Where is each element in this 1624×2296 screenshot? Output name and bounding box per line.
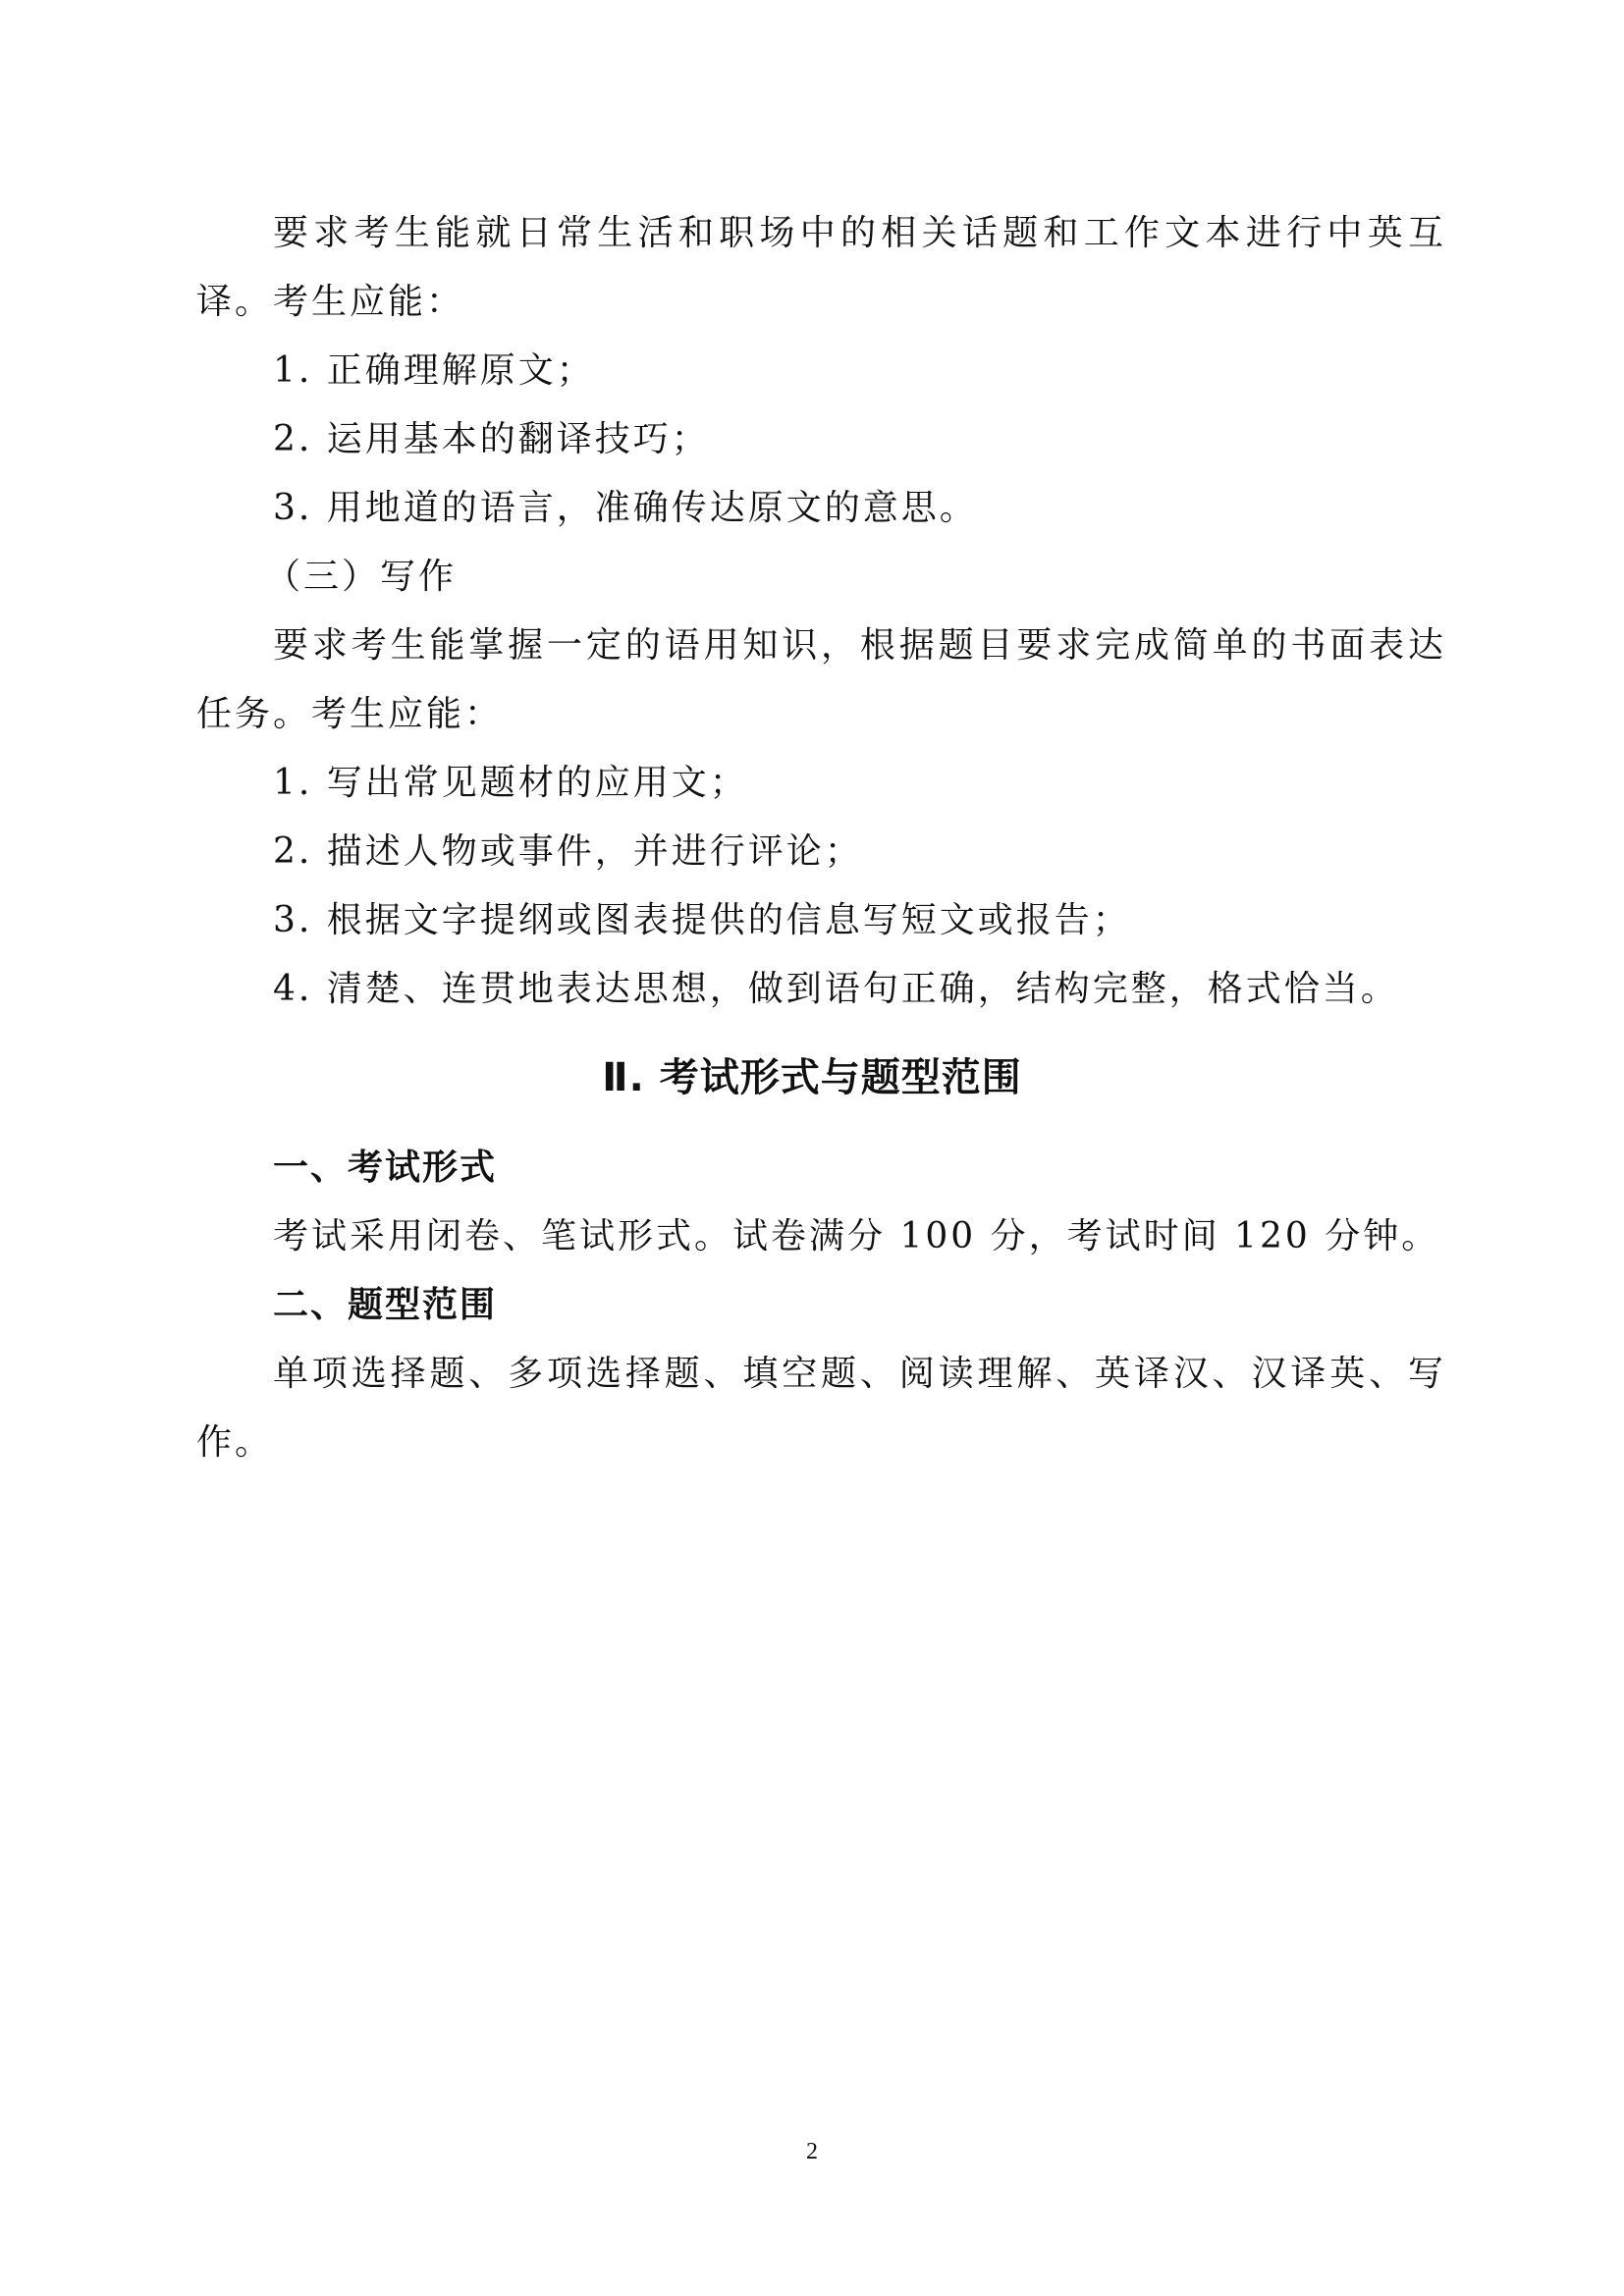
writing-item-4: 4. 清楚、连贯地表达思想，做到语句正确，结构完整，格式恰当。 xyxy=(273,969,1399,1009)
writing-item-1: 1. 写出常见题材的应用文； xyxy=(273,763,748,803)
writing-intro-line-2: 任务。考生应能： xyxy=(196,694,504,734)
translation-item-2: 2. 运用基本的翻译技巧； xyxy=(273,419,710,459)
translation-intro-line-2: 译。考生应能： xyxy=(196,282,465,322)
translation-item-1: 1. 正确理解原文； xyxy=(273,350,595,391)
page-number: 2 xyxy=(806,2139,818,2164)
exam-format-text: 考试采用闭卷、笔试形式。试卷满分 100 分，考试时间 120 分钟。 xyxy=(273,1216,1440,1256)
writing-heading: （三）写作 xyxy=(265,557,458,597)
writing-item-2: 2. 描述人物或事件，并进行评论； xyxy=(273,831,863,872)
translation-item-3: 3. 用地道的语言，准确传达原文的意思。 xyxy=(273,488,978,528)
translation-intro-line-1: 要求考生能就日常生活和职场中的相关话题和工作文本进行中英互 xyxy=(273,213,1443,253)
writing-item-3: 3. 根据文字提纲或图表提供的信息写短文或报告； xyxy=(273,900,1131,940)
exam-format-heading: 一、考试形式 xyxy=(273,1148,498,1188)
question-types-line-1: 单项选择题、多项选择题、填空题、阅读理解、英译汉、汉译英、写 xyxy=(273,1354,1443,1394)
question-types-heading: 二、题型范围 xyxy=(273,1285,498,1325)
question-types-line-2: 作。 xyxy=(196,1422,274,1463)
writing-intro-line-1: 要求考生能掌握一定的语用知识，根据题目要求完成简单的书面表达 xyxy=(273,625,1443,666)
section-2-title: Ⅱ. 考试形式与题型范围 xyxy=(602,1055,1022,1100)
